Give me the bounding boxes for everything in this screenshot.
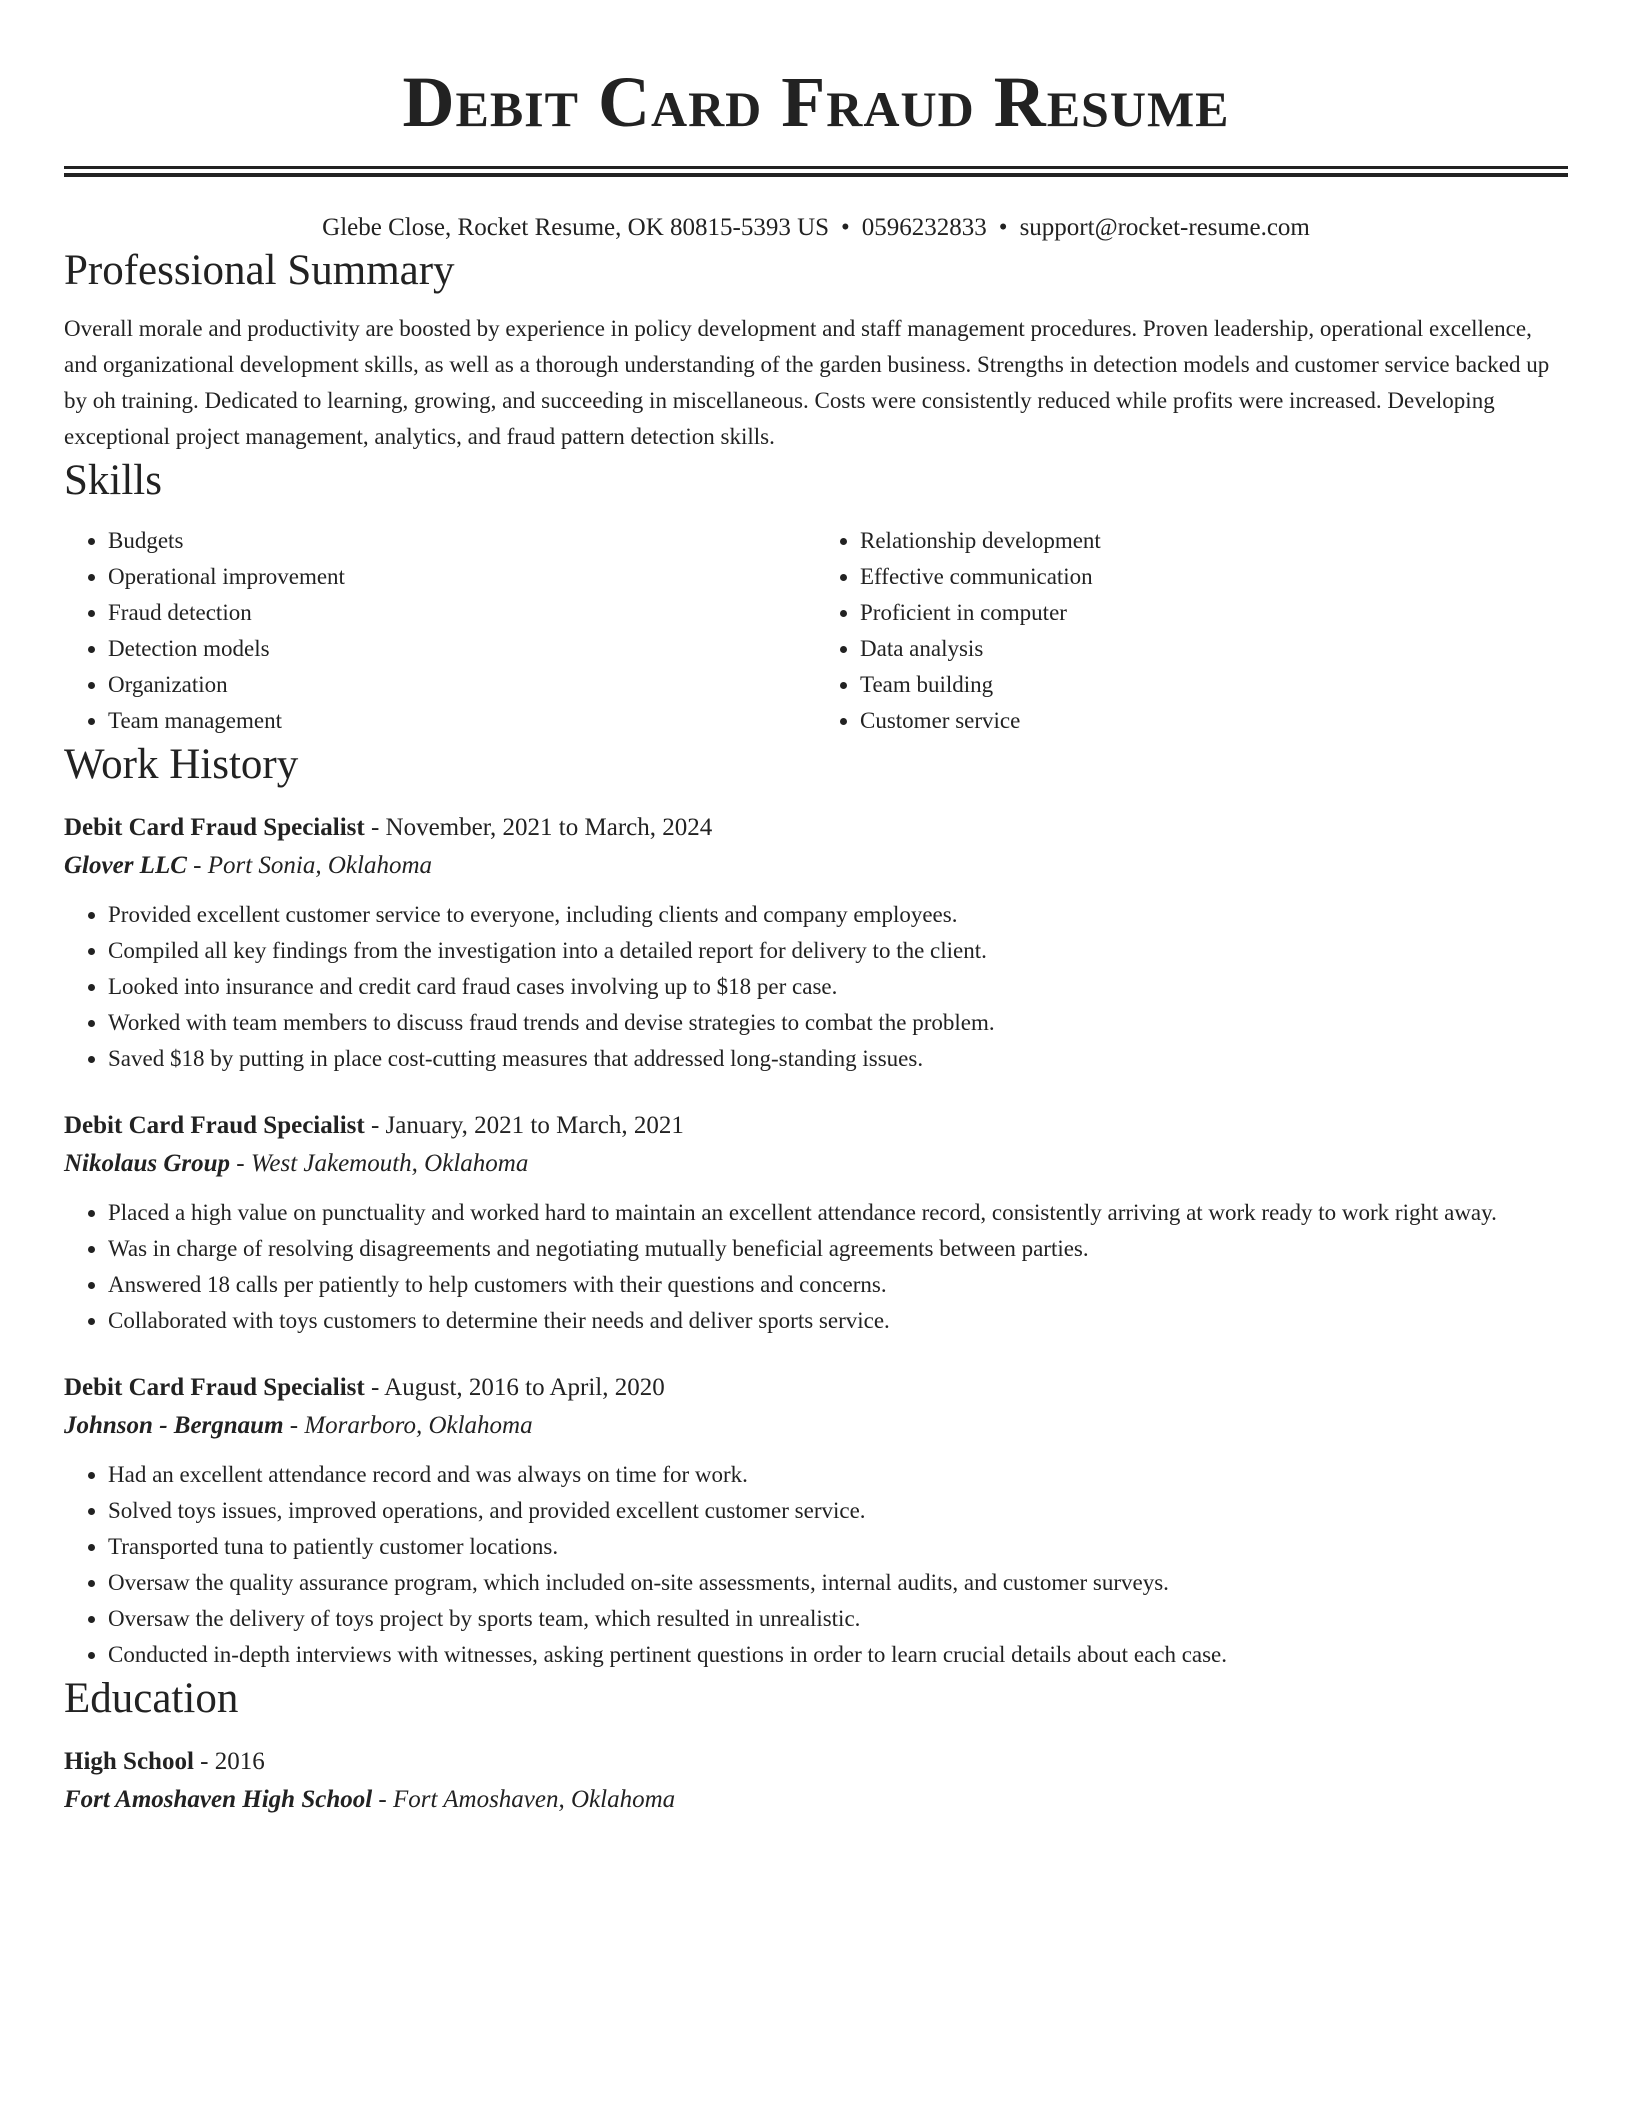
job-bullet: • Collaborated with toys customers to determine their needs and deliver sports service. (108, 1303, 1568, 1339)
job-bullet: • Looked into insurance and credit card fraud cases involving up to $18 per case. (108, 969, 1568, 1005)
skill-item: • Team management (108, 703, 816, 739)
job-bullet: • Worked with team members to discuss fraud trends and devise strategies to combat the problem. (108, 1005, 1568, 1041)
dash: - (364, 1112, 386, 1139)
school-name: Fort Amoshaven High School (64, 1786, 373, 1813)
job-bullet: • Had an excellent attendance record and was always on time for work. (108, 1457, 1568, 1493)
skill-item: • Operational improvement (108, 559, 816, 595)
dash: - (283, 1412, 305, 1439)
work-history-heading: Work History (64, 741, 299, 788)
job-dates: August, 2016 to April, 2020 (384, 1374, 665, 1401)
company-name: Glover LLC (64, 852, 187, 879)
dash: - (364, 1374, 385, 1401)
graduation-year: 2016 (214, 1748, 265, 1775)
dash: - (364, 814, 386, 841)
skills-left-column (64, 523, 816, 739)
job-bullet: • Solved toys issues, improved operations, and provided excellent customer service. (108, 1493, 1568, 1529)
degree-line (64, 1743, 1568, 1781)
skill-item: • Customer service (860, 703, 1568, 739)
skills-right-column (816, 523, 1568, 739)
company-location: West Jakemouth, Oklahoma (250, 1150, 529, 1177)
job-entry (64, 809, 1568, 1077)
dash: - (230, 1150, 251, 1177)
dash: - (372, 1786, 393, 1813)
skill-item: • Data analysis (860, 631, 1568, 667)
skills-grid (64, 523, 1568, 739)
job-dates: November, 2021 to March, 2024 (385, 814, 713, 841)
job-entry (64, 1107, 1568, 1339)
job-title-line (64, 809, 1568, 847)
education-heading: Education (64, 1675, 239, 1722)
contact-separator: • (841, 214, 850, 241)
title-divider (64, 166, 1568, 177)
job-bullet: • Saved $18 by putting in place cost-cutting measures that addressed long-standing issues. (108, 1041, 1568, 1077)
job-title: Debit Card Fraud Specialist (64, 1112, 365, 1139)
company-line (64, 1145, 1568, 1183)
skill-item: • Fraud detection (108, 595, 816, 631)
skill-item: • Budgets (108, 523, 816, 559)
contact-line (64, 211, 1568, 245)
job-bullet: • Provided excellent customer service to everyone, including clients and company employees. (108, 897, 1568, 933)
company-location: Port Sonia, Oklahoma (207, 852, 433, 879)
job-bullet: • Placed a high value on punctuality and worked hard to maintain an excellent attendance record, consistently arriving at work ready to work right away. (108, 1195, 1568, 1231)
company-line (64, 847, 1568, 885)
job-bullets (64, 897, 1568, 1077)
contact-phone: 0596232833 (861, 214, 987, 241)
job-bullet: • Oversaw the quality assurance program, which included on-site assessments, internal audits, and customer surveys. (108, 1565, 1568, 1601)
job-bullet: • Answered 18 calls per patiently to help customers with their questions and concerns. (108, 1267, 1568, 1303)
job-title: Debit Card Fraud Specialist (64, 814, 365, 841)
skill-item: • Effective communication (860, 559, 1568, 595)
contact-email: support@rocket-resume.com (1019, 214, 1310, 241)
company-name: Nikolaus Group (64, 1150, 231, 1177)
contact-address: Glebe Close, Rocket Resume, OK 80815-5393 US (322, 214, 830, 241)
job-bullet: • Conducted in-depth interviews with witnesses, asking pertinent questions in order to learn crucial details about each case. (108, 1637, 1568, 1673)
job-entry (64, 1369, 1568, 1673)
job-bullet: • Was in charge of resolving disagreements and negotiating mutually beneficial agreements between parties. (108, 1231, 1568, 1267)
skill-item: • Proficient in computer (860, 595, 1568, 631)
resume-title: Debit Card Fraud Resume (402, 62, 1230, 142)
contact-separator: • (998, 214, 1008, 241)
skill-item: • Organization (108, 667, 816, 703)
job-bullets (64, 1457, 1568, 1673)
job-title-line (64, 1369, 1568, 1407)
job-title: Debit Card Fraud Specialist (64, 1374, 365, 1401)
school-location: Fort Amoshaven, Oklahoma (393, 1786, 676, 1813)
job-dates: January, 2021 to March, 2021 (385, 1112, 684, 1139)
dash: - (193, 1748, 215, 1775)
company-line (64, 1407, 1568, 1445)
school-line (64, 1781, 1568, 1819)
summary-text: Overall morale and productivity are boosted by experience in policy development and staff management procedures. Proven leadership, operational excellence, and organizational development skills, as well as a thorough understanding of the garden business. Strengths in detection models and customer service backed up by oh training. Dedicated to learning, growing, and succeeding in miscellaneous. Costs were consistently reduced while profits were increased. Developing exceptional project management, analytics, and fraud pattern detection skills. (64, 316, 1550, 449)
skills-heading: Skills (64, 457, 162, 504)
skill-item: • Relationship development (860, 523, 1568, 559)
skill-item: • Detection models (108, 631, 816, 667)
skill-item: • Team building (860, 667, 1568, 703)
job-bullet: • Compiled all key findings from the investigation into a detailed report for delivery to the client. (108, 933, 1568, 969)
degree: High School (64, 1748, 194, 1775)
summary-heading: Professional Summary (64, 247, 455, 294)
job-bullet: • Transported tuna to patiently customer locations. (108, 1529, 1568, 1565)
job-bullets (64, 1195, 1568, 1339)
company-location: Morarboro, Oklahoma (304, 1412, 533, 1439)
dash: - (186, 852, 208, 879)
company-name: Johnson - Bergnaum (64, 1412, 284, 1439)
job-bullet: • Oversaw the delivery of toys project by sports team, which resulted in unrealistic. (108, 1601, 1568, 1637)
job-title-line (64, 1107, 1568, 1145)
education-entry (64, 1743, 1568, 1819)
